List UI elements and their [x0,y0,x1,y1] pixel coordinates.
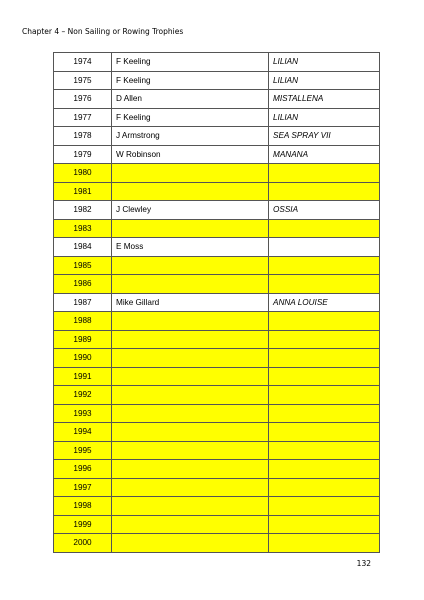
boat-name-cell [269,386,380,405]
winner-name-cell [112,386,269,405]
winner-name-cell: Mike Gillard [112,293,269,312]
page-number: 132 [356,559,371,568]
winner-name-cell [112,219,269,238]
year-cell: 1978 [54,127,112,146]
year-cell: 1985 [54,256,112,275]
winner-name-cell [112,256,269,275]
boat-name-cell: LILIAN [269,53,380,72]
table-row [54,145,380,164]
year-cell: 1986 [54,275,112,294]
boat-name-cell [269,312,380,331]
boat-name-cell: MANANA [269,145,380,164]
winner-name-cell [112,423,269,442]
winner-name-cell: D Allen [112,90,269,109]
year-cell: 1998 [54,497,112,516]
year-cell: 1977 [54,108,112,127]
table-row [54,386,380,405]
winner-name-cell: W Robinson [112,145,269,164]
year-cell: 1997 [54,478,112,497]
boat-name-cell: MISTALLENA [269,90,380,109]
table-row [54,515,380,534]
year-cell: 1976 [54,90,112,109]
boat-name-cell [269,256,380,275]
winner-name-cell [112,404,269,423]
winner-name-cell [112,312,269,331]
boat-name-cell [269,534,380,553]
winner-name-cell [112,275,269,294]
boat-name-cell [269,275,380,294]
winner-name-cell [112,367,269,386]
boat-name-cell: OSSIA [269,201,380,220]
table-row [54,534,380,553]
winner-name-cell: J Armstrong [112,127,269,146]
table-row [54,367,380,386]
table-row [54,182,380,201]
table-row [54,71,380,90]
winner-name-cell [112,478,269,497]
table-row [54,460,380,479]
winner-name-cell [112,534,269,553]
year-cell: 1987 [54,293,112,312]
year-cell: 1996 [54,460,112,479]
table-row [54,423,380,442]
table-row [54,53,380,72]
winner-name-cell [112,182,269,201]
year-cell: 1995 [54,441,112,460]
table-row [54,164,380,183]
year-cell: 1991 [54,367,112,386]
year-cell: 1979 [54,145,112,164]
table-row [54,441,380,460]
year-cell: 1994 [54,423,112,442]
boat-name-cell [269,515,380,534]
boat-name-cell: SEA SPRAY VII [269,127,380,146]
winner-name-cell: J Clewley [112,201,269,220]
year-cell: 1984 [54,238,112,257]
boat-name-cell [269,330,380,349]
boat-name-cell [269,349,380,368]
winner-name-cell: F Keeling [112,71,269,90]
trophy-winners-table [53,52,380,553]
boat-name-cell [269,441,380,460]
year-cell: 1975 [54,71,112,90]
table-row [54,349,380,368]
year-cell: 2000 [54,534,112,553]
winner-name-cell [112,497,269,516]
table-row [54,90,380,109]
boat-name-cell [269,497,380,516]
table-row [54,219,380,238]
table-row [54,238,380,257]
boat-name-cell [269,478,380,497]
year-cell: 1990 [54,349,112,368]
year-cell: 1992 [54,386,112,405]
year-cell: 1980 [54,164,112,183]
boat-name-cell [269,404,380,423]
boat-name-cell [269,219,380,238]
year-cell: 1974 [54,53,112,72]
boat-name-cell [269,367,380,386]
table-row [54,127,380,146]
boat-name-cell [269,164,380,183]
winner-name-cell [112,460,269,479]
year-cell: 1999 [54,515,112,534]
year-cell: 1989 [54,330,112,349]
boat-name-cell [269,423,380,442]
boat-name-cell: ANNA LOUISE [269,293,380,312]
boat-name-cell [269,182,380,201]
table-row [54,293,380,312]
page-header: Chapter 4 – Non Sailing or Rowing Trophies [22,27,184,36]
year-cell: 1982 [54,201,112,220]
winner-name-cell [112,349,269,368]
boat-name-cell: LILIAN [269,108,380,127]
table-row [54,497,380,516]
boat-name-cell [269,238,380,257]
winner-name-cell [112,515,269,534]
table-row [54,404,380,423]
table-row [54,330,380,349]
table-row [54,201,380,220]
winner-name-cell [112,164,269,183]
winner-name-cell: F Keeling [112,108,269,127]
boat-name-cell: LILIAN [269,71,380,90]
table-body [54,53,380,553]
winner-name-cell: E Moss [112,238,269,257]
year-cell: 1981 [54,182,112,201]
year-cell: 1983 [54,219,112,238]
year-cell: 1993 [54,404,112,423]
table-row [54,108,380,127]
winner-name-cell [112,330,269,349]
boat-name-cell [269,460,380,479]
table-row [54,312,380,331]
table-row [54,256,380,275]
winner-name-cell [112,441,269,460]
year-cell: 1988 [54,312,112,331]
winner-name-cell: F Keeling [112,53,269,72]
table-row [54,275,380,294]
table-row [54,478,380,497]
